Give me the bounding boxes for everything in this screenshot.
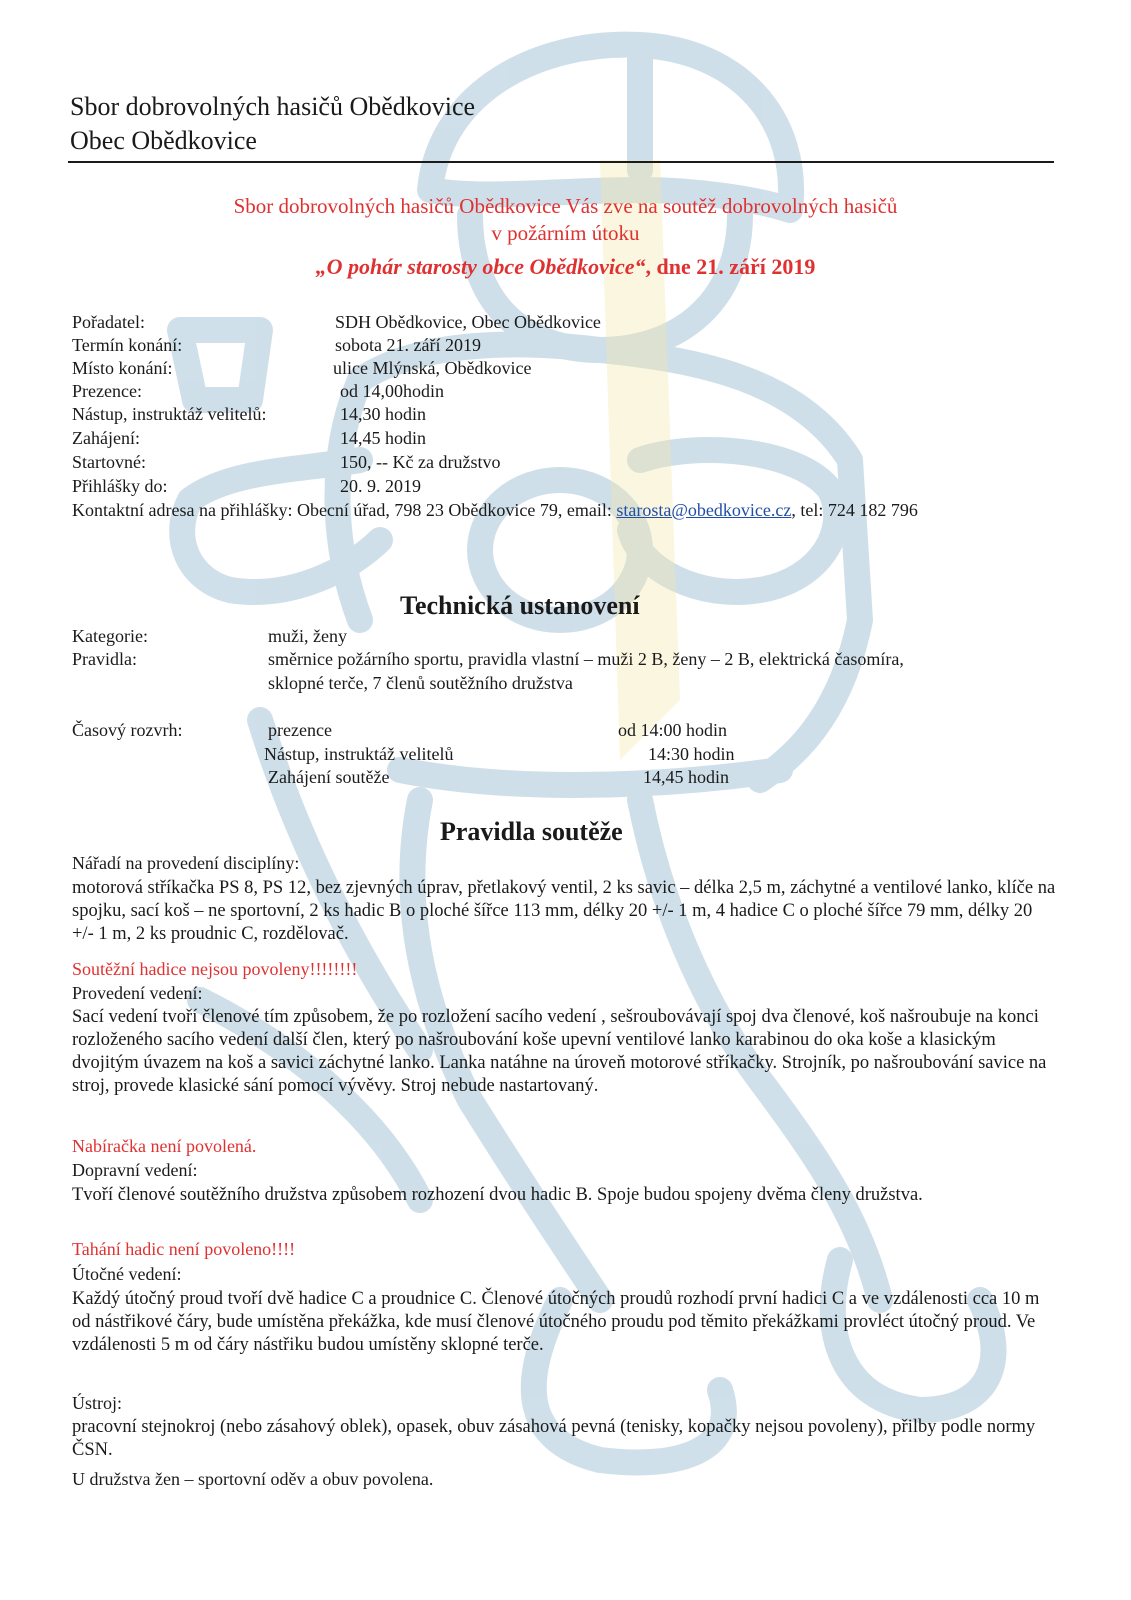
header-municipality: Obec Obědkovice <box>70 126 257 155</box>
info-value: 20. 9. 2019 <box>340 476 421 496</box>
info-value: 14,45 hodin <box>340 428 427 448</box>
info-label: Pořadatel: <box>72 312 145 332</box>
schedule-item: Zahájení soutěže <box>268 767 390 787</box>
event-title <box>0 253 1131 281</box>
uniform-title: Ústroj: <box>72 1393 123 1413</box>
uniform-text: pracovní stejnokroj (nebo zásahový oblek), opasek, obuv zásahová pevná (tenisky, kopačky nejsou povoleny), přilby podle normy ČSN. <box>72 1417 1036 1460</box>
info-value: sobota 21. září 2019 <box>335 335 481 355</box>
conduct-text: Sací vedení tvoří členové tím způsobem, že po rozložení sacího vedení , sešroubovávají spoj dva členové, koš našroubuje na konci rozloženého sacího vedení další člen, který po našroubování koše upevní ventilové lanko karabinou do oka koše a klasickým dvojitým úvazem na koš a savici záchytné lanko. Lanka natáhne na úroveň motorové stříkačky. Strojník, po našroubování savice na stroj, provede klasické sání pomocí vývěvy. Stroj nebude nastartovaný. <box>72 1007 1047 1096</box>
schedule-item: Nástup, instruktáž velitelů <box>264 744 454 764</box>
info-label: Startovné: <box>72 452 146 472</box>
women-text: U družstva žen – sportovní oděv a obuv povolena. <box>72 1469 434 1489</box>
info-label: Nástup, instruktáž velitelů: <box>72 404 267 424</box>
category-label: Kategorie: <box>72 626 148 646</box>
schedule-label: Časový rozvrh: <box>72 720 183 740</box>
contact-text: Kontaktní adresa na přihlášky: Obecní úřad, 798 23 Obědkovice 79, email: <box>72 500 617 520</box>
rules-label: Pravidla: <box>72 649 137 669</box>
schedule-time: 14:30 hodin <box>648 744 735 764</box>
info-value: 150, -- Kč za družstvo <box>340 452 501 472</box>
warning-pulling: Tahání hadic není povoleno!!!! <box>72 1239 296 1259</box>
header-divider <box>68 161 1054 163</box>
attack-title: Útočné vedení: <box>72 1264 182 1284</box>
supply-text: Tvoří členové soutěžního družstva způsobem rozhození dvou hadic B. Spoje budou spojeny dvěma členy družstva. <box>72 1185 923 1205</box>
info-label: Prezence: <box>72 381 142 401</box>
rules-value-line1: směrnice požárního sportu, pravidla vlastní – muži 2 B, ženy – 2 B, elektrická časomíra, <box>268 649 904 669</box>
equipment-text: motorová stříkačka PS 8, PS 12, bez zjevných úprav, přetlakový ventil, 2 ks savic – délka 2,5 m, záchytné a ventilové lanko, klíče na spojku, sací koš – ne sportovní, 2 ks hadic B o ploché šířce 113 mm, délky 20 +/- 1 m, 4 hadice C o ploché šířce 79 mm, délky 20 +/- 1 m, 2 ks proudnic C, rozdělovač. <box>72 878 1056 944</box>
header-organization: Sbor dobrovolných hasičů Obědkovice <box>70 92 476 121</box>
attack-text: Každý útočný proud tvoří dvě hadice C a proudnice C. Členové útočných proudů rozhodí první hadici C a ve vzdálenosti cca 10 m od nástřikové čáry, bude umístěna překážka, kde musí členové útočného proudu pod těmito překážkami provléct útočný proud. Ve vzdálenosti 5 m od čáry nástřiku budou umístěny sklopné terče. <box>72 1289 1040 1355</box>
info-value: SDH Obědkovice, Obec Obědkovice <box>335 312 601 332</box>
event-title-date: , dne 21. září 2019 <box>645 254 816 279</box>
warning-hoses: Soutěžní hadice nejsou povoleny!!!!!!!! <box>72 959 358 979</box>
info-label: Termín konání: <box>72 335 183 355</box>
contact-email-link[interactable]: starosta@obedkovice.cz <box>616 500 792 520</box>
contact-phone: , tel: 724 182 796 <box>791 500 918 520</box>
equipment-title: Nářadí na provedení disciplíny: <box>72 853 300 873</box>
info-label: Zahájení: <box>72 428 140 448</box>
info-value: 14,30 hodin <box>340 404 427 424</box>
conduct-title: Provedení vedení: <box>72 983 203 1003</box>
category-value: muži, ženy <box>268 626 347 646</box>
schedule-time: od 14:00 hodin <box>618 720 728 740</box>
technical-heading: Technická ustanovení <box>400 591 640 620</box>
info-label: Místo konání: <box>72 358 173 378</box>
schedule-item: prezence <box>268 720 332 740</box>
info-value: od 14,00hodin <box>340 381 445 401</box>
invitation-subline: v požárním útoku <box>491 221 640 245</box>
contact-line <box>72 499 918 522</box>
info-value: ulice Mlýnská, Obědkovice <box>333 358 532 378</box>
event-title-name: „O pohár starosty obce Obědkovice“ <box>315 254 646 279</box>
rules-heading: Pravidla soutěže <box>440 817 623 846</box>
warning-filler: Nabíračka není povolená. <box>72 1136 257 1156</box>
invitation-line: Sbor dobrovolných hasičů Obědkovice Vás zve na soutěž dobrovolných hasičů <box>233 194 898 218</box>
rules-value-line2: sklopné terče, 7 členů soutěžního družstva <box>268 673 573 693</box>
supply-title: Dopravní vedení: <box>72 1160 198 1180</box>
info-label: Přihlášky do: <box>72 476 168 496</box>
schedule-time: 14,45 hodin <box>643 767 730 787</box>
